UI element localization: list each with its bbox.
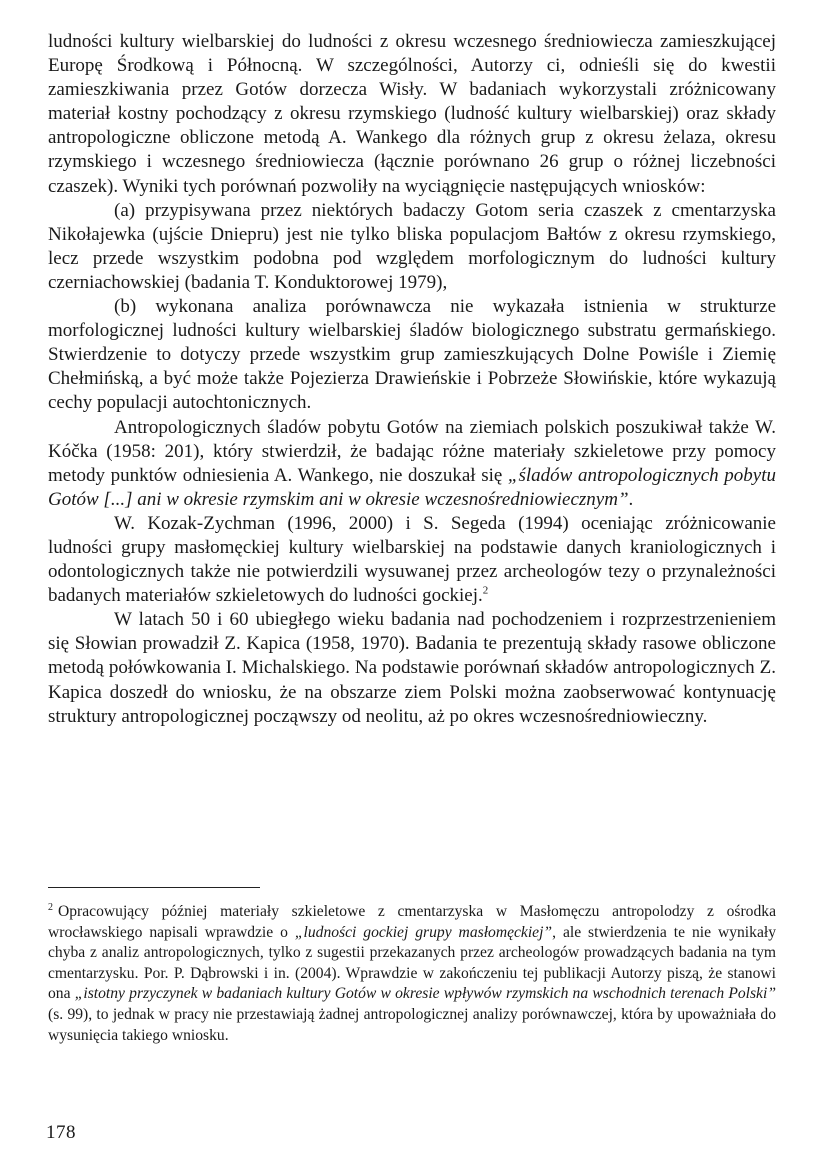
paragraph-3: (b) wykonana analiza porównawcza nie wykazała istnienia w strukturze morfologicznej ludności kultury wielbarskiej śladów biologicznego substratu germańskiego. Stwierdzenie to dotyczy przede wszystkim grup zamieszkujących Dolne Powiśle i Ziemię Chełmińską, a być może także Pojezierza Drawieńskie i Pobrzeże Słowińskie, które wykazują cechy populacji autochtonicznych.: [48, 296, 776, 414]
paragraph-4-end: .: [628, 488, 634, 510]
footnote-2: [48, 902, 776, 1046]
page-body: [48, 30, 776, 729]
paragraph-5: [48, 512, 776, 608]
footnote-reference: 2: [482, 584, 489, 597]
footnote-text-3: (s. 99), to jednak w pracy nie przestawiają żadnej antropologicznej analizy porównawczej, która by upoważniała do wysunięcia takiego wniosku.: [48, 1005, 776, 1044]
paragraph-6: W latach 50 i 60 ubiegłego wieku badania nad pochodzeniem i rozprzestrzenieniem się Słowian prowadził Z. Kapica (1958, 1970). Badania te prezentują składy rasowe obliczone metodą połówkowania I. Michalskiego. Na podstawie porównań składów antropologicznych Z. Kapica doszedł do wniosku, że na obszarze ziem Polski można zaobserwować kontynuację struktury antropologicznej począwszy od neolitu, aż po okres wczesnośredniowieczny.: [48, 609, 776, 727]
footnote-section: [48, 902, 776, 1046]
footnote-text-1: Opracowujący później materiały szkieletowe z cmentarzyska w Masłomęczu antropolodzy z ośrodka wrocławskiego napisali wprawdzie o: [48, 903, 776, 941]
footnote-marker: 2: [48, 901, 53, 913]
main-text: [48, 30, 776, 729]
footnote-quote-2: „istotny przyczynek w badaniach kultury Gotów w okresie wpływów rzymskich na wschodnich terenach Polski”: [74, 985, 776, 1003]
paragraph-1: ludności kultury wielbarskiej do ludności z okresu wczesnego średniowiecza zamieszkującej Europę Środkową i Północną. W szczególności, Autorzy ci, odnieśli się do kwestii zamieszkiwania przez Gotów dorzecza Wisły. W badaniach wykorzystali zróżnicowany materiał kostny pochodzący z okresu rzymskiego (ludność kultury wielbarskiej) oraz składy antropologiczne obliczone metodą A. Wankego dla różnych grup z okresu żelaza, okresu rzymskiego i wczesnego średniowiecza (łącznie porównano 26 grup o różnej liczebności czaszek). Wyniki tych porównań pozwoliły na wyciągnięcie następujących wniosków:: [48, 31, 776, 197]
paragraph-4-quote: „śladów antropologicznych pobytu Gotów [...] ani w okresie rzymskim ani w okresie wczesnośredniowiecznym”: [48, 464, 776, 510]
page-number: 178: [46, 1122, 76, 1143]
footnote-quote-1: „ludności gockiej grupy masłomęckiej”: [294, 923, 553, 941]
paragraph-2: (a) przypisywana przez niektórych badaczy Gotom seria czaszek z cmentarzyska Nikołajewka (ujście Dniepru) jest nie tylko bliska populacjom Bałtów z okresu rzymskiego, lecz przede wszystkim podobna pod względem morfologicznym do ludności kultury czerniachowskiej (badania T. Konduktorowej 1979),: [48, 199, 776, 293]
footnote-text-2: , ale stwierdzenia te nie wynikały chyba z analiz antropologicznych, tylko z sugestii przekazanych przez archeologów prowadzących badania na tym cmentarzysku. Por. P. Dąbrowski i in. (2004). Wprawdzie w zakończeniu tej publikacji Autorzy piszą, że stanowi ona: [48, 923, 776, 1003]
footnote-divider: [48, 887, 260, 888]
paragraph-5-text: W. Kozak-Zychman (1996, 2000) i S. Segeda (1994) oceniając zróżnicowanie ludności grupy masłomęckiej kultury wielbarskiej na podstawie danych kraniologicznych i odontologicznych także nie potwierdzili wysuwanej przez archeologów tezy o przynależności badanych materiałów szkieletowych do ludności gockiej.: [48, 512, 776, 607]
paragraph-4: [48, 416, 776, 512]
paragraph-4-text: Antropologicznych śladów pobytu Gotów na ziemiach polskich poszukiwał także W. Kóčka (1958: 201), który stwierdził, że badając różne materiały szkieletowe przy pomocy metody punktów odniesienia A. Wankego, nie doszukał się: [48, 416, 776, 486]
